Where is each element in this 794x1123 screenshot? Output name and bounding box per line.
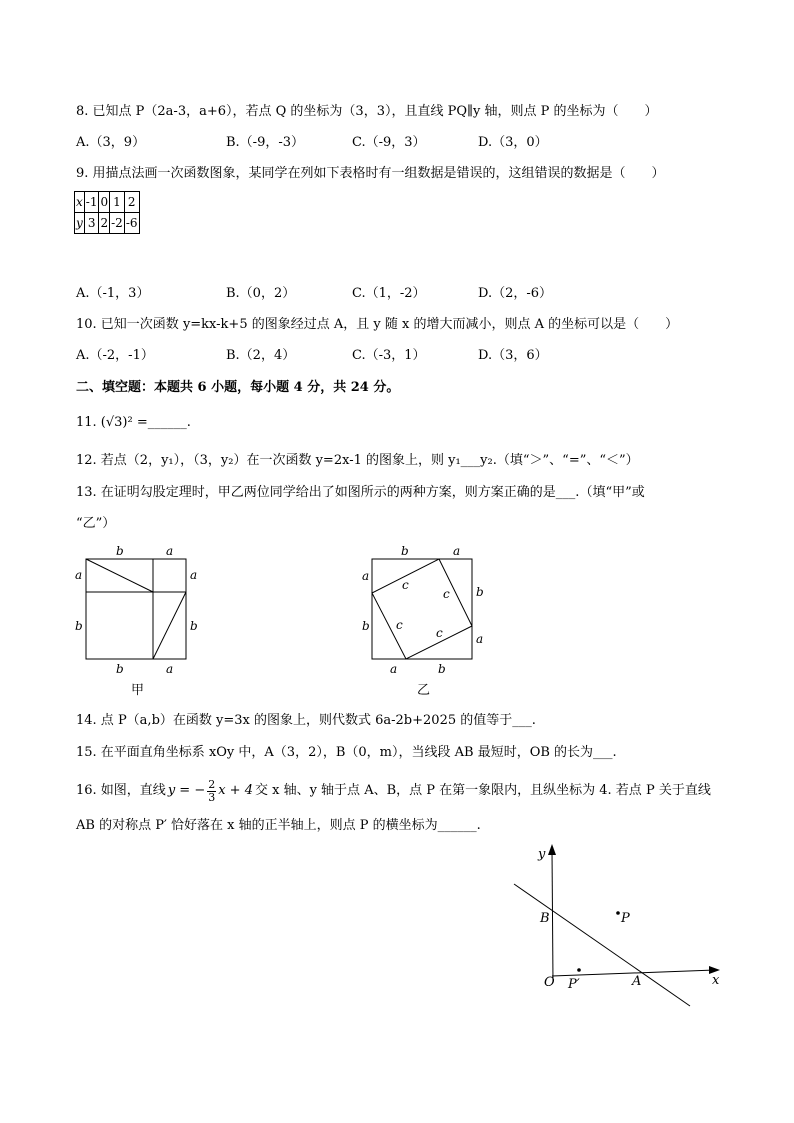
q16-equation-rest: x + 4 bbox=[218, 783, 253, 798]
table-cell: -6 bbox=[124, 213, 139, 234]
q13-stem-line2: “乙”） bbox=[76, 516, 116, 531]
label-c: c bbox=[436, 626, 443, 640]
label-b: b bbox=[75, 619, 83, 633]
table-cell: 2 bbox=[124, 192, 139, 213]
q8-option-a: A.（3，9） bbox=[76, 135, 146, 150]
section-title: 二、填空题：本题共 6 小题，每小题 4 分，共 24 分。 bbox=[76, 380, 400, 395]
figure-caption: 乙 bbox=[417, 683, 431, 698]
point-p-prime bbox=[577, 968, 581, 972]
q16-stem-start: 16. 如图，直线 bbox=[76, 783, 166, 798]
q16-stem-line1 bbox=[76, 776, 711, 806]
q8-option-c: C.（-9，3） bbox=[352, 135, 426, 150]
q10-option-a: A.（-2，-1） bbox=[76, 348, 154, 363]
y-axis-label: y bbox=[538, 847, 546, 862]
table-cell: x bbox=[75, 192, 85, 213]
label-b: b bbox=[362, 619, 370, 633]
point-b-label: B bbox=[540, 911, 550, 926]
table-cell: 1 bbox=[110, 192, 125, 213]
label-b: b bbox=[116, 662, 124, 676]
point-p-label: P bbox=[621, 911, 630, 926]
label-c: c bbox=[396, 618, 403, 632]
q10-option-c: C.（-3，1） bbox=[352, 348, 426, 363]
label-a: a bbox=[453, 544, 461, 558]
q16-fraction bbox=[207, 779, 216, 804]
x-axis-label: x bbox=[712, 973, 720, 988]
q15-stem: 15. 在平面直角坐标系 xOy 中，A（3，2），B（0，m），当线段 AB 最短时，OB 的长为___. bbox=[76, 745, 617, 760]
q11-stem: 11. (√3)² =______. bbox=[76, 415, 191, 430]
label-b: b bbox=[116, 544, 124, 558]
label-a: a bbox=[476, 632, 484, 646]
fraction-numerator: 2 bbox=[208, 777, 216, 791]
q9-data-table bbox=[74, 191, 140, 234]
q12-stem: 12. 若点（2，y₁），（3，y₂）在一次函数 y=2x-1 的图象上，则 y₁___y₂.（填“＞”、“=”、“＜”） bbox=[76, 453, 639, 468]
q10-stem: 10. 已知一次函数 y=kx-k+5 的图象经过点 A，且 y 随 x 的增大而减小，则点 A 的坐标可以是（ ） bbox=[76, 317, 679, 332]
table-cell: y bbox=[75, 213, 85, 234]
q14-stem: 14. 点 P（a,b）在函数 y=3x 的图象上，则代数式 6a-2b+2025 的值等于___. bbox=[76, 713, 536, 728]
label-c: c bbox=[443, 587, 450, 601]
q13-stem-line1: 13. 在证明勾股定理时，甲乙两位同学给出了如图所示的两种方案，则方案正确的是___.（填“甲”或 bbox=[76, 485, 645, 500]
q8-option-b: B.（-9，-3） bbox=[226, 135, 305, 150]
q16-stem-line2: AB 的对称点 P′ 恰好落在 x 轴的正半轴上，则点 P 的横坐标为______. bbox=[76, 818, 481, 833]
label-a: a bbox=[390, 662, 398, 676]
figure-yi bbox=[355, 542, 495, 700]
label-b: b bbox=[438, 662, 446, 676]
q9-stem: 9. 用描点法画一次函数图象，某同学在列如下表格时有一组数据是错误的，这组错误的数据是（ ） bbox=[76, 166, 665, 181]
table-row bbox=[75, 192, 140, 213]
table-row bbox=[75, 213, 140, 234]
q9-option-c: C.（1，-2） bbox=[352, 286, 426, 301]
point-p bbox=[616, 911, 620, 915]
q9-option-a: A.（-1，3） bbox=[76, 286, 150, 301]
q9-option-b: B.（0，2） bbox=[226, 286, 296, 301]
table-cell: 3 bbox=[84, 213, 99, 234]
figure-caption: 甲 bbox=[131, 683, 145, 698]
q8-stem: 8. 已知点 P（2a-3，a+6），若点 Q 的坐标为（3，3），且直线 PQ∥y 轴，则点 P 的坐标为（ ） bbox=[76, 104, 658, 119]
label-c: c bbox=[402, 578, 409, 592]
point-p-prime-label: P′ bbox=[568, 977, 580, 992]
label-a: a bbox=[362, 569, 370, 583]
q9-option-d: D.（2，-6） bbox=[478, 286, 553, 301]
q16-equation-y: y = − bbox=[167, 783, 206, 798]
figure-jia bbox=[70, 542, 210, 700]
origin-label: O bbox=[544, 975, 555, 990]
label-b: b bbox=[476, 585, 484, 599]
label-b: b bbox=[401, 544, 409, 558]
label-a: a bbox=[166, 544, 174, 558]
q8-option-d: D.（3，0） bbox=[478, 135, 548, 150]
q10-option-b: B.（2，4） bbox=[226, 348, 296, 363]
fraction-denominator: 3 bbox=[208, 790, 216, 804]
y-axis-arrow bbox=[548, 844, 556, 855]
point-a-label: A bbox=[632, 974, 642, 989]
label-a: a bbox=[75, 568, 83, 582]
label-a: a bbox=[190, 568, 198, 582]
table-cell: -2 bbox=[110, 213, 125, 234]
table-cell: -1 bbox=[84, 192, 99, 213]
q16-stem-continue: 交 x 轴、y 轴于点 A、B，点 P 在第一象限内，且纵坐标为 4. 若点 P 关于直线 bbox=[254, 783, 711, 798]
label-a: a bbox=[166, 662, 174, 676]
table-cell: 0 bbox=[99, 192, 110, 213]
table-cell: 2 bbox=[99, 213, 110, 234]
q10-option-d: D.（3，6） bbox=[478, 348, 548, 363]
q16-coordinate-graph bbox=[500, 842, 730, 1012]
label-b: b bbox=[190, 619, 198, 633]
